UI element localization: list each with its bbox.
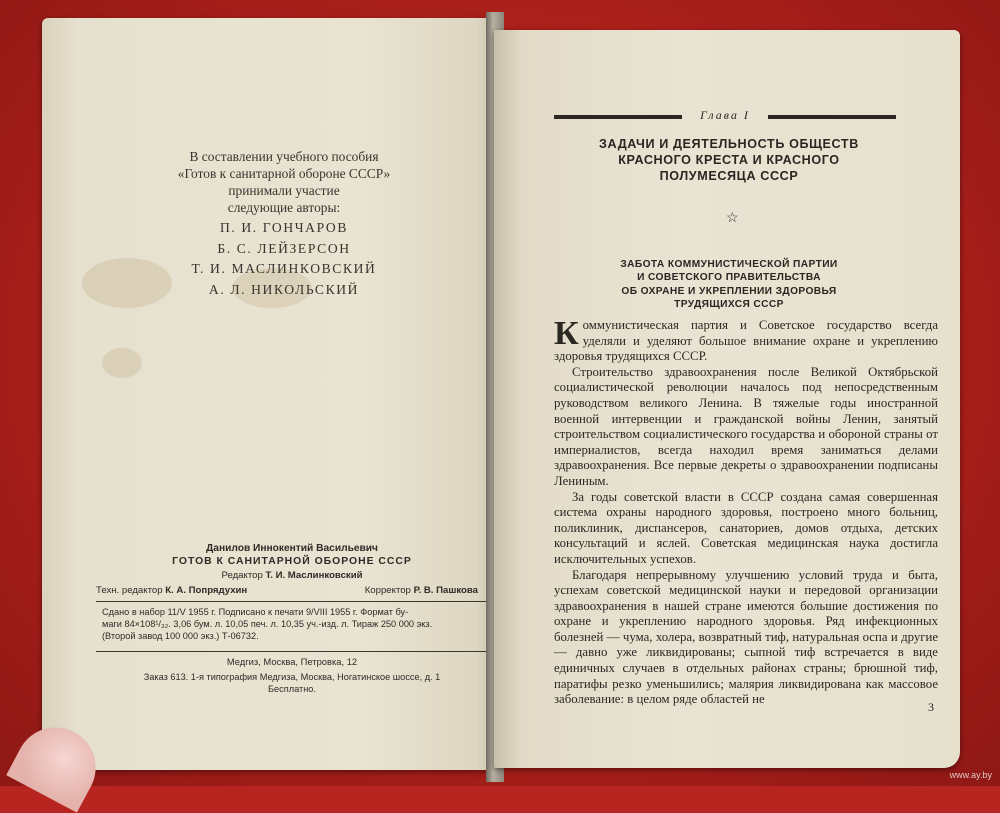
chapter-title-line: ПОЛУМЕСЯЦА СССР [659, 169, 799, 183]
author-name: А. Л. НИКОЛЬСКИЙ [208, 281, 360, 297]
imprint-block [96, 543, 488, 695]
price-line: Бесплатно. [268, 684, 316, 694]
section-title-line: ТРУДЯЩИХСЯ СССР [674, 299, 784, 311]
imprint-author: Данилов Иннокентий Васильевич [206, 543, 378, 554]
corrector [365, 585, 478, 596]
tech-editor-label: Техн. редактор [96, 585, 163, 596]
print-details [96, 606, 488, 642]
chapter-title-line: ЗАДАЧИ И ДЕЯТЕЛЬНОСТЬ ОБЩЕСТВ [599, 137, 859, 151]
chapter-title [554, 136, 904, 184]
editor-name: Т. И. Маслинковский [265, 570, 363, 581]
imprint-divider [96, 601, 488, 602]
paragraph: За годы советской власти в СССР создана самая совершенная система охраны народного здоровья, построено много больниц, поликлиник, диспансеров, санаториев, домов отдыха, детских консультаций и яслей. Советская медицинская наука достигла исключительных успехов. [554, 489, 938, 566]
chapter-label: Глава I [700, 108, 750, 122]
print-details-line: Сдано в набор 11/V 1955 г. Подписано к печати 9/VIII 1955 г. Формат бу- [102, 607, 409, 617]
imprint-title: ГОТОВ К САНИТАРНОЙ ОБОРОНЕ СССР [172, 556, 412, 567]
publisher-line: Медгиз, Москва, Петровка, 12 [226, 656, 358, 667]
authors-intro-line: В составлении учебного пособия [189, 149, 379, 164]
paragraph: Строительство здравоохранения после Великой Октябрьской социалистической революции началось под непосредственным руководством великого Ленина. В тяжелые годы иностранной военной интервенции и гражданской войны Ленин, занятый строительством социалистического государства и обороной страны от империалистов, всегда находил время заниматься делами здравоохранения. Все первые декреты о здравоохранении подписаны Лениным. [554, 364, 938, 488]
page-number: 3 [928, 700, 934, 714]
corrector-name: Р. В. Пашкова [413, 585, 478, 596]
author-name: Б. С. ЛЕЙЗЕРСОН [217, 240, 351, 256]
section-title-line: И СОВЕТСКОГО ПРАВИТЕЛЬСТВА [637, 272, 821, 284]
paragraph: Благодаря непрерывному улучшению условий труда и быта, успехам советской медицинской науки и передовой организации здравоохранения в нашей стране имеются большие достижения по охране и укреплению народного здоровья. Ряд инфекционных болезней — чума, холера, возвратный тиф, натуральная оспа и другие — давно уже ликвидированы; сыпной тиф встречается в виде единичных случаев в отдельных районах страны; брюшной тиф, паратифы резко уменьшились; малярия ликвидирована как массовое заболевание: в целом ряде областей не [554, 567, 938, 707]
body-text [554, 315, 938, 708]
print-details-line: маги 84×108¹/₃₂. 3,06 бум. л. 10,05 печ. л. 10,35 уч.-изд. л. Тираж 250 000 экз. [102, 619, 433, 629]
section-title-line: ОБ ОХРАНЕ И УКРЕПЛЕНИИ ЗДОРОВЬЯ [621, 285, 837, 297]
corrector-label: Корректор [364, 585, 411, 596]
open-book [28, 12, 978, 782]
imprint-divider [96, 651, 488, 652]
order-line: Заказ 613. 1-я типография Медгиза, Москва, Ногатинское шоссе, д. 1 [143, 672, 441, 682]
authors-list [134, 218, 434, 300]
authors-intro-line: «Готов к санитарной обороне СССР» [177, 166, 391, 181]
paragraph [554, 315, 938, 365]
authors-intro-line: следующие авторы: [227, 200, 341, 215]
section-title [564, 258, 894, 312]
left-page [42, 18, 498, 770]
watermark: www.ay.by [949, 770, 992, 780]
star-icon: ☆ [726, 211, 739, 226]
authors-intro-line: принимали участие [228, 183, 340, 198]
author-name: Т. И. МАСЛИНКОВСКИЙ [191, 261, 377, 276]
imprint-editor [96, 570, 488, 581]
tech-editor-name: К. А. Попрядухин [165, 585, 248, 596]
section-title-line: ЗАБОТА КОММУНИСТИЧЕСКОЙ ПАРТИИ [620, 259, 838, 270]
chapter-title-line: КРАСНОГО КРЕСТА И КРАСНОГО [618, 153, 840, 167]
editor-label: Редактор [221, 570, 263, 581]
right-page [494, 30, 960, 768]
paper-stain [102, 348, 142, 378]
imprint-credits-row [96, 585, 488, 596]
authors-block [134, 148, 434, 300]
author-name: П. И. ГОНЧАРОВ [219, 220, 349, 235]
order-block [96, 671, 488, 695]
print-details-line: (Второй завод 100 000 экз.) Т-06732. [102, 631, 259, 641]
drop-cap: К [554, 315, 579, 352]
tech-editor [96, 585, 247, 596]
chapter-header [554, 110, 896, 124]
paragraph-text: оммунистическая партия и Советское государство всегда уделяли и уделяют большое внимание охране и укреплению здоровья трудящихся СССР. [554, 318, 938, 364]
